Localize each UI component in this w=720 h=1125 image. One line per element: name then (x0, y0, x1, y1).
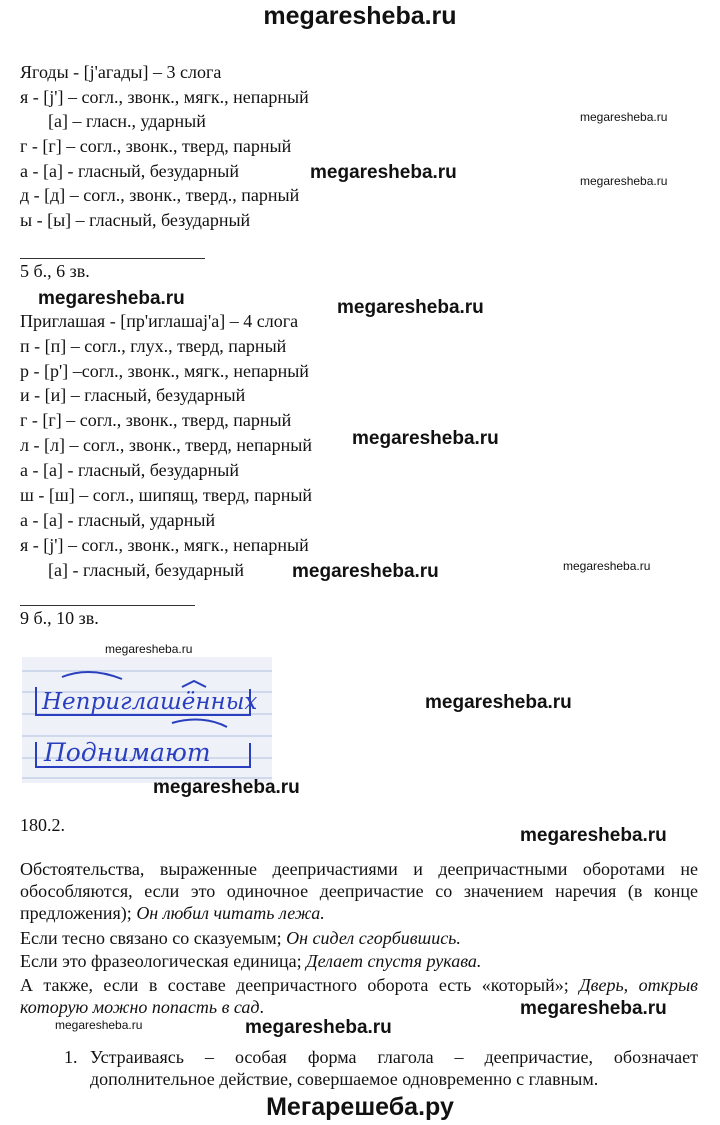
phoneme-line: р - [р'] –согл., звонк., мягк., непарный (20, 361, 309, 381)
list-item-text: Устраиваясь – особая форма глагола – деепричастие, обозначает дополнительное действие, совершаемое одновременно с главным. (90, 1047, 698, 1089)
rule-paragraph (20, 927, 698, 949)
divider (20, 605, 195, 606)
watermark: megaresheba.ru (520, 998, 667, 1019)
watermark: megaresheba.ru (292, 561, 439, 582)
phoneme-line: и - [и] – гласный, безударный (20, 385, 246, 405)
watermark-small: megaresheba.ru (55, 1018, 143, 1032)
phoneme-line: п - [п] – согл., глух., тверд, парный (20, 336, 287, 356)
phoneme-line: я - [j'] – согл., звонк., мягк., непарный (20, 535, 309, 555)
phoneme-line: я - [j'] – согл., звонк., мягк., непарный (20, 87, 309, 107)
phoneme-line: [а] – гласн., ударный (48, 111, 206, 131)
phoneme-line: д - [д] – согл., звонк., тверд., парный (20, 185, 300, 205)
rule-text: Если это фразеологическая единица; (20, 951, 307, 971)
example-text: Он любил читать лежа. (136, 903, 325, 923)
phoneme-line: а - [а] - гласный, безударный (20, 460, 239, 480)
phoneme-line: [а] - гласный, безударный (48, 560, 244, 580)
rule-text: Обстоятельства, выраженные деепричастиями и деепричастными оборотами не обособляются, если это одиночное деепричастие со значением наречия (в конце предложения); (20, 859, 698, 923)
watermark: megaresheba.ru (153, 777, 300, 798)
site-header: megaresheba.ru (263, 2, 457, 30)
handwritten-word: Неприглашённых (42, 689, 258, 715)
watermark-small: megaresheba.ru (105, 642, 193, 656)
watermark: megaresheba.ru (310, 162, 457, 183)
watermark-small: megaresheba.ru (580, 174, 668, 188)
watermark: megaresheba.ru (352, 428, 499, 449)
rule-paragraph (20, 858, 698, 924)
exercise-number: 180.2. (20, 815, 65, 835)
letters-sounds-count: 5 б., 6 зв. (20, 261, 90, 281)
rule-text: А также, если в составе деепричастного оборота есть «который»; (20, 975, 580, 995)
rule-text-end: . (259, 997, 265, 1017)
watermark: megaresheba.ru (245, 1017, 392, 1038)
example-text: Он сидел сгорбившись. (286, 928, 461, 948)
example-text: Делает спустя рукава. (306, 951, 482, 971)
phoneme-line: а - [а] - гласный, безударный (20, 161, 239, 181)
word-analysis-title: Приглашая - [пр'иглашаj'а] – 4 слога (20, 311, 299, 331)
word-analysis-title: Ягоды - [j'агады] – 3 слога (20, 62, 222, 82)
site-footer: Мегарешеба.ру (266, 1093, 454, 1121)
phoneme-line: ы - [ы] – гласный, безударный (20, 210, 251, 230)
watermark: megaresheba.ru (337, 297, 484, 318)
handwriting-photo (22, 657, 272, 783)
example-text: Дверь, открыв которую можно попасть в сад (20, 975, 698, 1017)
phoneme-line: г - [г] – согл., звонк., тверд, парный (20, 136, 292, 156)
divider (20, 258, 205, 259)
phoneme-line: а - [а] - гласный, ударный (20, 510, 216, 530)
watermark-small: megaresheba.ru (563, 559, 651, 573)
rule-paragraph (20, 950, 698, 972)
rule-text: Если тесно связано со сказуемым; (20, 928, 287, 948)
watermark: megaresheba.ru (425, 692, 572, 713)
phoneme-line: л - [л] – согл., звонк., тверд, непарный (20, 435, 313, 455)
phoneme-line: ш - [ш] – согл., шипящ, тверд, парный (20, 485, 313, 505)
watermark: megaresheba.ru (520, 825, 667, 846)
watermark: megaresheba.ru (38, 288, 185, 309)
list-number: 1. (64, 1047, 78, 1067)
watermark-small: megaresheba.ru (580, 110, 668, 124)
handwritten-word: Поднимают (44, 738, 211, 767)
letters-sounds-count: 9 б., 10 зв. (20, 608, 99, 628)
phoneme-line: г - [г] – согл., звонк., тверд, парный (20, 410, 292, 430)
